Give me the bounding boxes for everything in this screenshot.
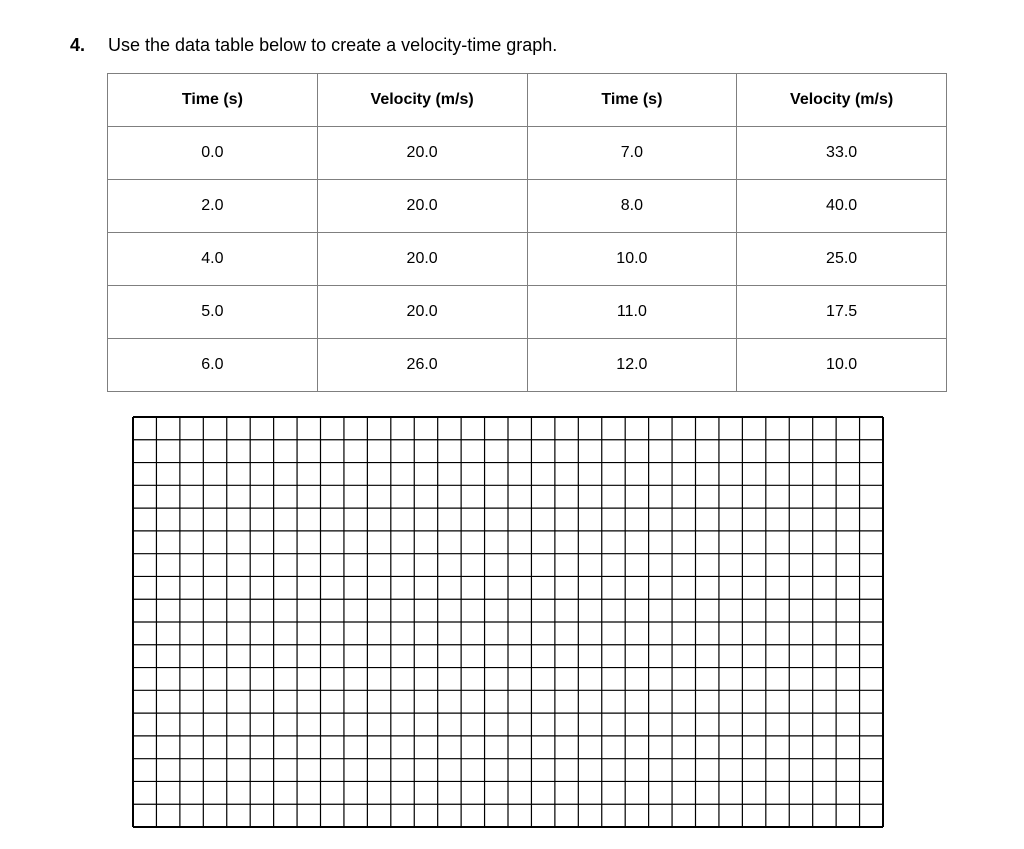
table-row bbox=[108, 286, 947, 339]
table-cell: 10.0 bbox=[737, 339, 947, 392]
table-row bbox=[108, 180, 947, 233]
header-time-1: Time (s) bbox=[108, 74, 318, 127]
table-cell: 40.0 bbox=[737, 180, 947, 233]
table-row bbox=[108, 233, 947, 286]
table-cell: 11.0 bbox=[527, 286, 737, 339]
header-velocity-2: Velocity (m/s) bbox=[737, 74, 947, 127]
question-text: Use the data table below to create a velocity-time graph. bbox=[108, 35, 558, 55]
table-cell: 12.0 bbox=[527, 339, 737, 392]
table-cell: 20.0 bbox=[317, 233, 527, 286]
header-velocity-1: Velocity (m/s) bbox=[317, 74, 527, 127]
table-row bbox=[108, 127, 947, 180]
table-cell: 2.0 bbox=[108, 180, 318, 233]
question-number: 4. bbox=[70, 35, 86, 55]
table-cell: 6.0 bbox=[108, 339, 318, 392]
header-time-2: Time (s) bbox=[527, 74, 737, 127]
table-cell: 20.0 bbox=[317, 127, 527, 180]
table-cell: 20.0 bbox=[317, 286, 527, 339]
graph-grid bbox=[132, 416, 884, 828]
table-cell: 0.0 bbox=[108, 127, 318, 180]
table-cell: 4.0 bbox=[108, 233, 318, 286]
data-table bbox=[107, 73, 947, 392]
table-cell: 8.0 bbox=[527, 180, 737, 233]
table-cell: 26.0 bbox=[317, 339, 527, 392]
table-cell: 33.0 bbox=[737, 127, 947, 180]
table-cell: 17.5 bbox=[737, 286, 947, 339]
table-cell: 20.0 bbox=[317, 180, 527, 233]
question bbox=[70, 33, 557, 57]
table-cell: 5.0 bbox=[108, 286, 318, 339]
graph-paper bbox=[132, 416, 884, 828]
table-cell: 7.0 bbox=[527, 127, 737, 180]
table-header-row bbox=[108, 74, 947, 127]
table-cell: 25.0 bbox=[737, 233, 947, 286]
table-row bbox=[108, 339, 947, 392]
table-cell: 10.0 bbox=[527, 233, 737, 286]
